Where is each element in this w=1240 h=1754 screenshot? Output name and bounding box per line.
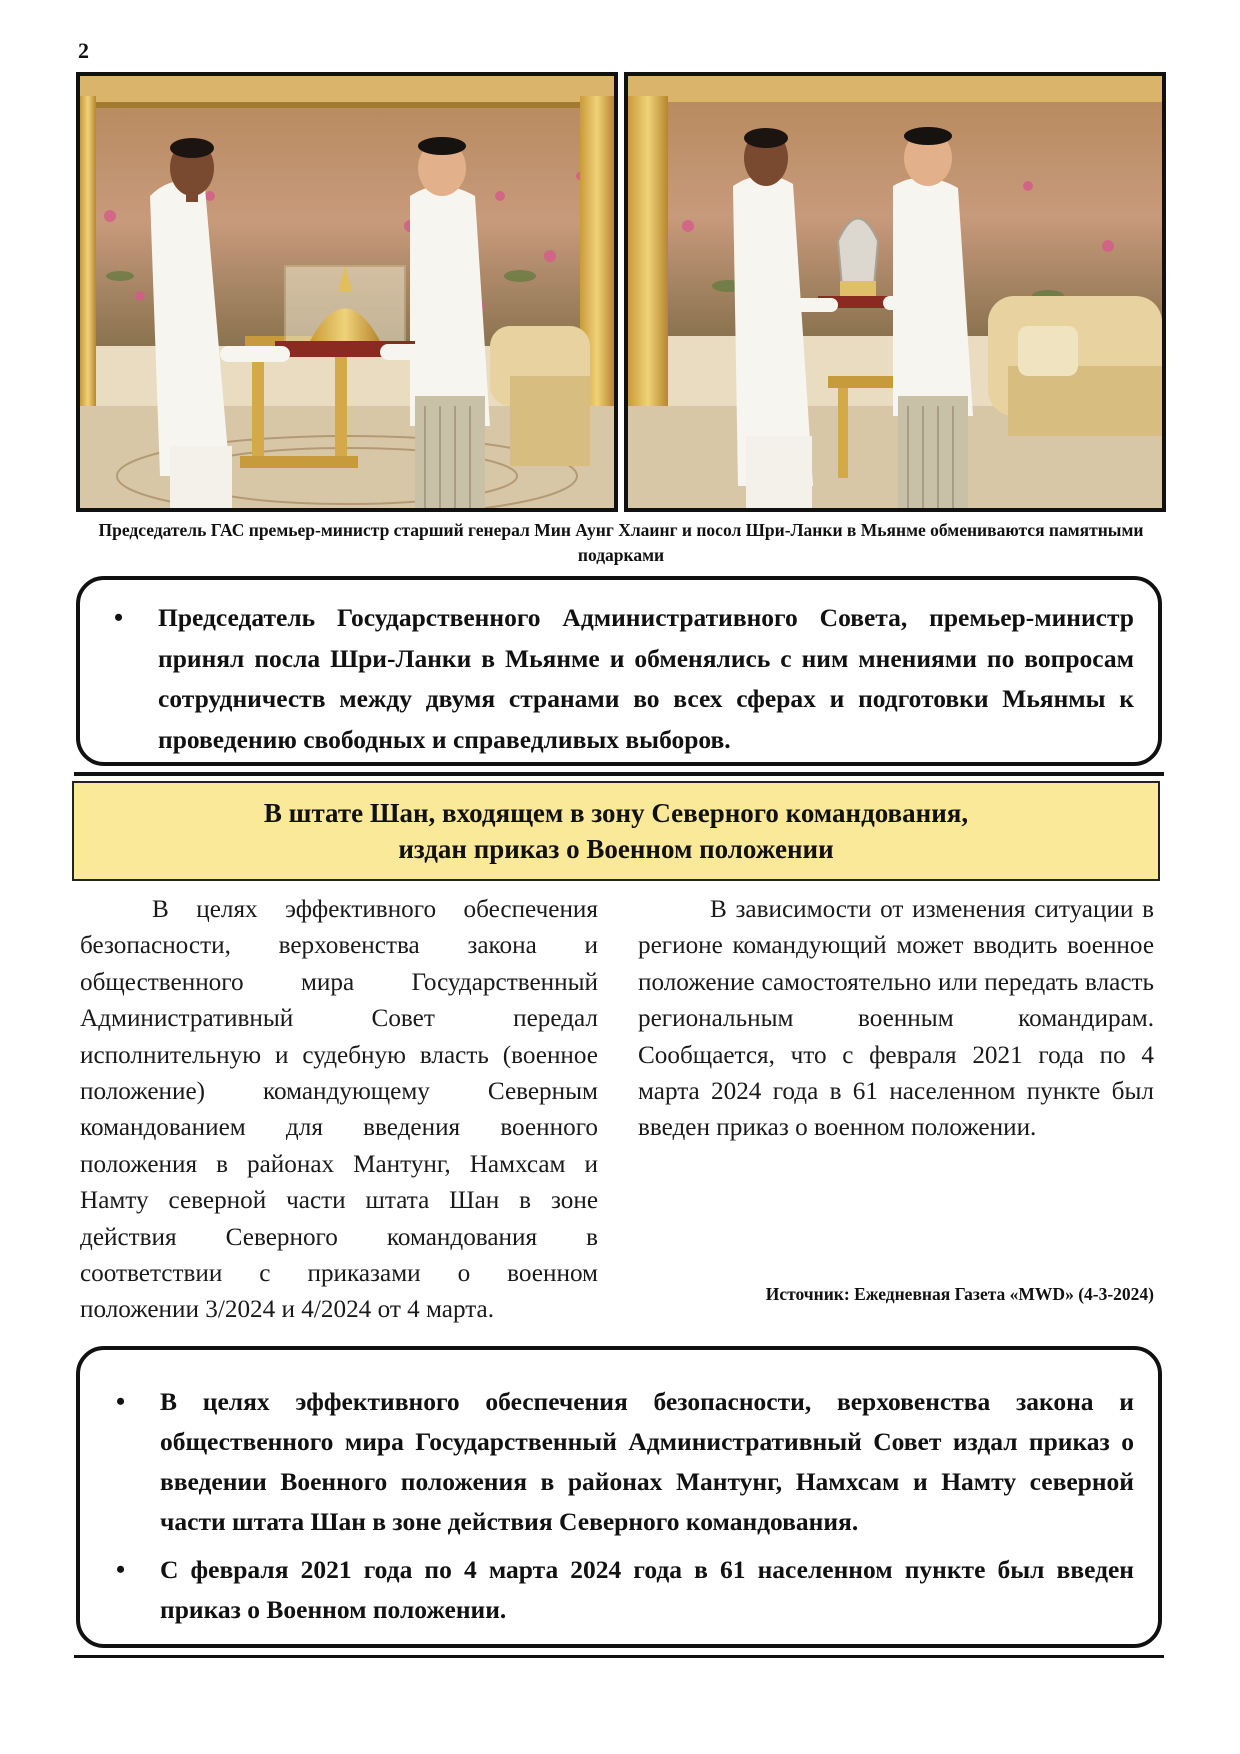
summary-box-top [76,576,1162,766]
page-number: 2 [78,38,89,63]
summary-list [134,1382,1134,1630]
photo-illustration [628,76,1162,508]
article-column-right [638,892,1154,1147]
headline-line-1: В штате Шан, входящем в зону Северного командования, [263,798,969,828]
article-paragraph: В целях эффективного обеспечения безопасности, верховенства закона и общественного мира Государственный Административный Совет передал исполнительную и судебную власть (военное положение) командующему Северным командованием для введения военного положения в районах Мантунг, Намхсам и Намту северной части штата Шан в зоне действия Северного командования в соответствии с приказами о военном положении 3/2024 и 4/2024 от 4 марта. [80,896,598,1324]
summary-list [132,598,1134,760]
divider [74,772,1164,776]
photo-caption: Председатель ГАС премьер-министр старший генерал Мин Аунг Хлаинг и посол Шри-Ланки в Мьянме обмениваются памятными подарками [98,520,1144,565]
divider [74,1655,1164,1658]
summary-item: • С февраля 2021 года по 4 марта 2024 года в 61 населенном пункте был введен приказ о Военном положении. [134,1550,1134,1630]
summary-item: • В целях эффективного обеспечения безопасности, верховенства закона и общественного мира Государственный Административный Совет издал приказ о введении Военного положения в районах Мантунг, Намхсам и Намту северной части штата Шан в зоне действия Северного командования. [134,1382,1134,1542]
article-headline [72,781,1160,881]
article-paragraph: В зависимости от изменения ситуации в регионе командующий может вводить военное положение самостоятельно или передать власть региональным военным командирам. Сообщается, что с февраля 2021 года по 4 марта 2024 года в 61 населенном пункте был введен приказ о военном положении. [638,896,1154,1142]
summary-box-bottom [76,1346,1162,1648]
article-source: Источник: Ежедневная Газета «MWD» (4-3-2024) [765,1284,1154,1304]
photo-gift-exchange-left [76,72,618,512]
article-column-left [80,892,598,1329]
photo-gift-exchange-right [624,72,1166,512]
summary-item: • Председатель Государственного Административного Совета, премьер-министр принял посла Шри-Ланки в Мьянме и обменялись с ним мнениями по вопросам сотрудничеств между двумя странами во всех сферах и подготовки Мьянмы к проведению свободных и справедливых выборов. [132,598,1134,760]
photo-illustration [80,76,614,508]
headline-line-2: издан приказ о Военном положении [398,834,834,864]
